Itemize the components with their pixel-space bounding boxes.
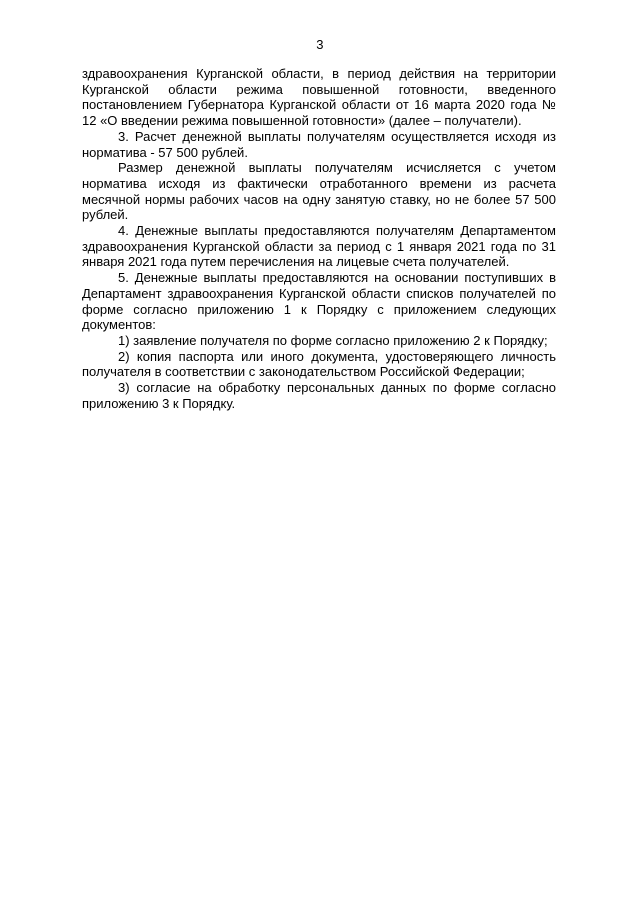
document-body	[82, 66, 556, 411]
list-item-2: 2) копия паспорта или иного документа, удостоверяющего личность получателя в соответствии с законодательством Российской Федерации;	[82, 348, 556, 380]
paragraph-item-4: 4. Денежные выплаты предоставляются получателям Департаментом здравоохранения Курганской области за период с 1 января 2021 года по 31 января 2021 года путем перечисления на лицевые счета получателей.	[82, 223, 556, 270]
paragraph-item-3: 3. Расчет денежной выплаты получателям осуществляется исходя из норматива - 57 500 рублей.	[82, 128, 556, 160]
list-item-3: 3) согласие на обработку персональных данных по форме согласно приложению 3 к Порядку.	[82, 380, 556, 411]
paragraph-continuation: здравоохранения Курганской области, в период действия на территории Курганской области режима повышенной готовности, введенного постановлением Губернатора Курганской области от 16 марта 2020 года № 12 «О введении режима повышенной готовности» (далее – получатели).	[82, 66, 556, 129]
paragraph-item-5: 5. Денежные выплаты предоставляются на основании поступивших в Департамент здравоохранения Курганской области списков получателей по форме согласно приложению 1 к Порядку с приложением следующих документов:	[82, 270, 556, 333]
paragraph-payment-size: Размер денежной выплаты получателям исчисляется с учетом норматива исходя из фактически отработанного времени из расчета месячной нормы рабочих часов на одну занятую ставку, но не более 57 500 рублей.	[82, 160, 556, 223]
list-item-1: 1) заявление получателя по форме согласно приложению 2 к Порядку;	[118, 332, 548, 348]
page-number: 3	[316, 37, 324, 52]
